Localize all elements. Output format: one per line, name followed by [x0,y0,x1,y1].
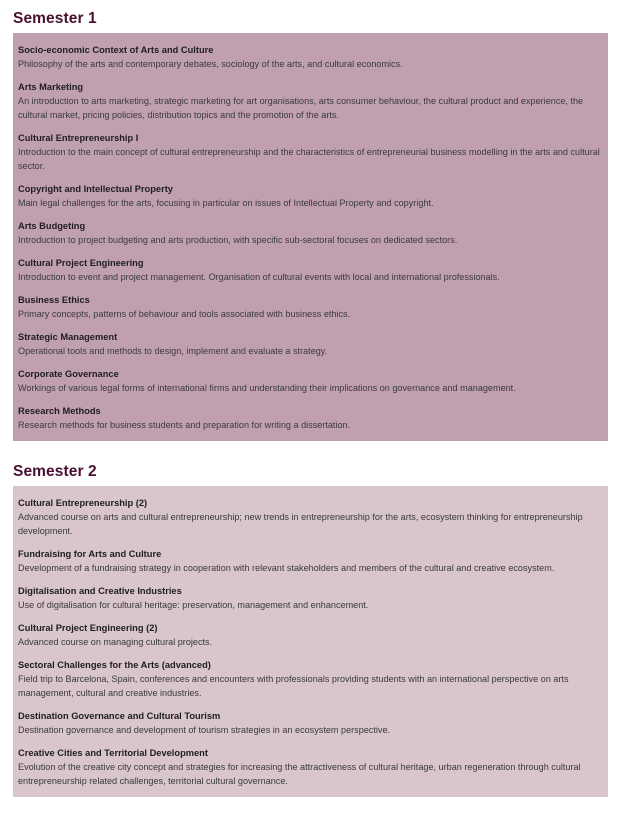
course-item [18,547,602,575]
course-description: Operational tools and methods to design, implement and evaluate a strategy. [18,346,328,356]
course-item [18,131,602,173]
course-item [18,709,602,737]
course-description: Research methods for business students and preparation for writing a dissertation. [18,420,351,430]
course-item [18,404,602,432]
semester-2-section [13,463,608,797]
course-description: Main legal challenges for the arts, focusing in particular on issues of Intellectual Property and copyright. [18,198,434,208]
course-title: Cultural Project Engineering (2) [18,623,158,633]
course-description: Introduction to project budgeting and arts production, with specific sub-sectoral focuses on dedicated sectors. [18,235,458,245]
semester-1-section [13,10,608,441]
course-item [18,621,602,649]
course-title: Research Methods [18,406,101,416]
course-description: Evolution of the creative city concept and strategies for increasing the attractiveness of cultural heritage, urban regeneration through cultural entrepreneurship related challenges, territorial cultural governance. [18,762,581,786]
course-item [18,746,602,788]
course-description: An introduction to arts marketing, strategic marketing for art organisations, arts consumer behaviour, the cultural product and experience, the cultural market, pricing policies, distribution topics and the promotion of the arts. [18,96,584,120]
course-item [18,293,602,321]
course-description: Field trip to Barcelona, Spain, conferences and encounters with professionals providing students with an international perspective on arts management, cultural and creative industries. [18,674,569,698]
course-title: Fundraising for Arts and Culture [18,549,162,559]
course-item [18,367,602,395]
semester-1-course-list [13,33,608,441]
course-item [18,496,602,538]
course-title: Cultural Entrepreneurship I [18,133,139,143]
course-description: Destination governance and development of tourism strategies in an ecosystem perspective. [18,725,391,735]
course-description: Use of digitalisation for cultural heritage: preservation, management and enhancement. [18,600,369,610]
course-title: Sectoral Challenges for the Arts (advanced) [18,660,211,670]
semester-1-title: Semester 1 [13,10,97,27]
course-item [18,256,602,284]
course-item [18,43,602,71]
semester-2-course-list [13,486,608,797]
course-description: Primary concepts, patterns of behaviour and tools associated with business ethics. [18,309,351,319]
course-title: Copyright and Intellectual Property [18,184,173,194]
course-title: Cultural Project Engineering [18,258,144,268]
course-description: Introduction to event and project management. Organisation of cultural events with local and international professionals. [18,272,500,282]
course-description: Advanced course on managing cultural projects. [18,637,213,647]
course-title: Business Ethics [18,295,90,305]
course-title: Arts Budgeting [18,221,86,231]
course-description: Philosophy of the arts and contemporary debates, sociology of the arts, and cultural economics. [18,59,403,69]
course-description: Advanced course on arts and cultural entrepreneurship; new trends in entrepreneurship for the arts, ecosystem thinking for entrepreneurship development. [18,512,583,536]
course-title: Corporate Governance [18,369,119,379]
semester-2-title: Semester 2 [13,463,97,480]
course-title: Strategic Management [18,332,118,342]
course-item [18,658,602,700]
course-item [18,330,602,358]
course-title: Digitalisation and Creative Industries [18,586,182,596]
course-description: Introduction to the main concept of cultural entrepreneurship and the characteristics of entrepreneurial business modelling in the arts and cultural sector. [18,147,600,171]
course-title: Socio-economic Context of Arts and Culture [18,45,214,55]
course-item [18,584,602,612]
course-description: Workings of various legal forms of international firms and understanding their implications on governance and management. [18,383,516,393]
course-description: Development of a fundraising strategy in cooperation with relevant stakeholders and members of the cultural and creative ecosystem. [18,563,555,573]
course-item [18,219,602,247]
course-item [18,80,602,122]
course-title: Destination Governance and Cultural Tourism [18,711,221,721]
course-title: Creative Cities and Territorial Development [18,748,208,758]
course-title: Arts Marketing [18,82,84,92]
course-title: Cultural Entrepreneurship (2) [18,498,148,508]
course-item [18,182,602,210]
